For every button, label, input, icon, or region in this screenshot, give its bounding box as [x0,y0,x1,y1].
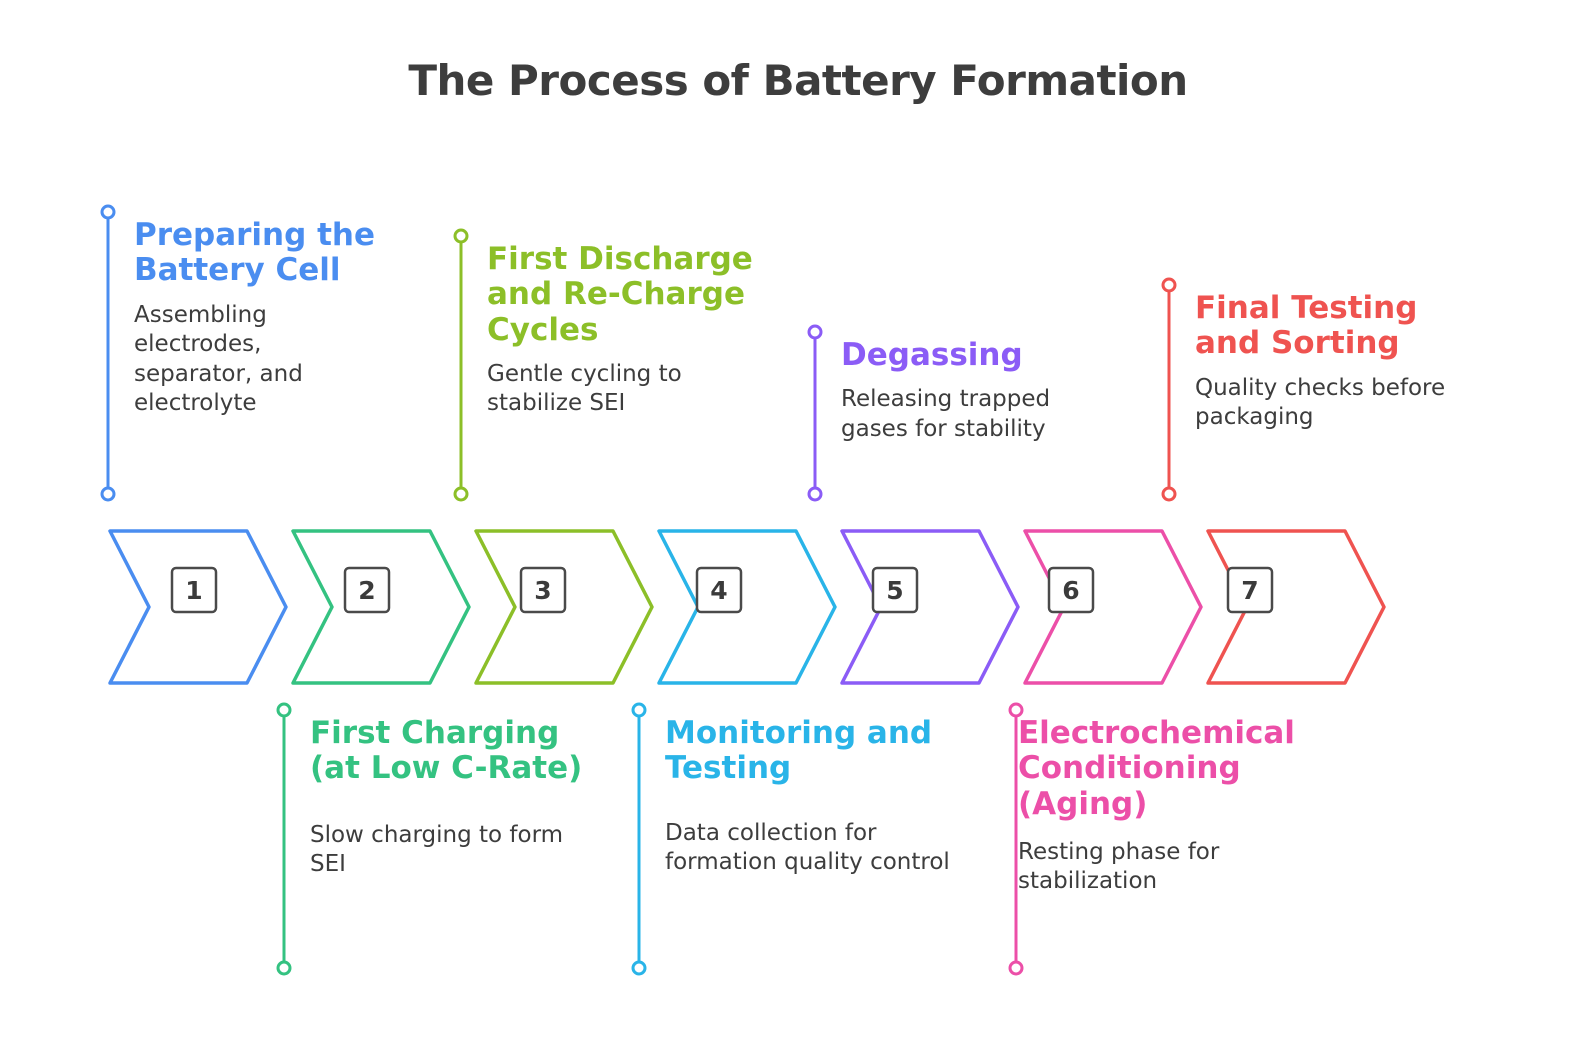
step-desc-3: Gentle cycling to stabilize SEI [487,360,682,417]
step-block-3 [487,242,787,419]
step-block-7 [1195,291,1485,433]
chevron-step-4[interactable] [659,531,835,683]
step-block-1 [134,218,424,418]
step-desc-1: Assembling electrodes, separator, and electrolyte [134,301,303,416]
connector-step-7 [1163,279,1175,500]
step-title-2: First Charging (at Low C-Rate) [310,715,583,787]
step-desc-6: Resting phase for stabilization [1018,838,1220,895]
chevron-step-5[interactable] [842,531,1018,683]
connector-step-1 [102,206,114,500]
step-number-3: 3 [534,576,552,605]
step-number-7: 7 [1241,576,1259,605]
step-desc-4: Data collection for formation quality control [665,819,950,876]
step-desc-2: Slow charging to form SEI [310,821,564,878]
step-title-5: Degassing [841,337,1023,373]
step-number-6: 6 [1062,576,1080,605]
connector-step-2 [278,704,290,974]
step-desc-7: Quality checks before packaging [1195,374,1446,431]
step-block-5 [841,338,1131,444]
step-number-5: 5 [886,576,904,605]
step-title-6: Electrochemical Conditioning (Aging) [1018,715,1295,822]
step-title-1: Preparing the Battery Cell [134,217,376,289]
step-title-7: Final Testing and Sorting [1195,290,1418,362]
step-number-1: 1 [185,576,203,605]
connector-step-5 [809,326,821,500]
step-desc-5: Releasing trapped gases for stability [841,386,1051,442]
connector-step-4 [633,704,645,974]
step-block-2 [310,716,600,880]
step-title-4: Monitoring and Testing [665,715,933,787]
page-title: The Process of Battery Formation [408,56,1188,105]
step-block-6 [1018,716,1348,897]
step-number-2: 2 [358,576,376,605]
step-title-3: First Discharge and Re-Charge Cycles [487,241,753,348]
connector-step-3 [455,230,467,500]
step-number-4: 4 [710,576,728,605]
step-block-4 [665,716,965,878]
